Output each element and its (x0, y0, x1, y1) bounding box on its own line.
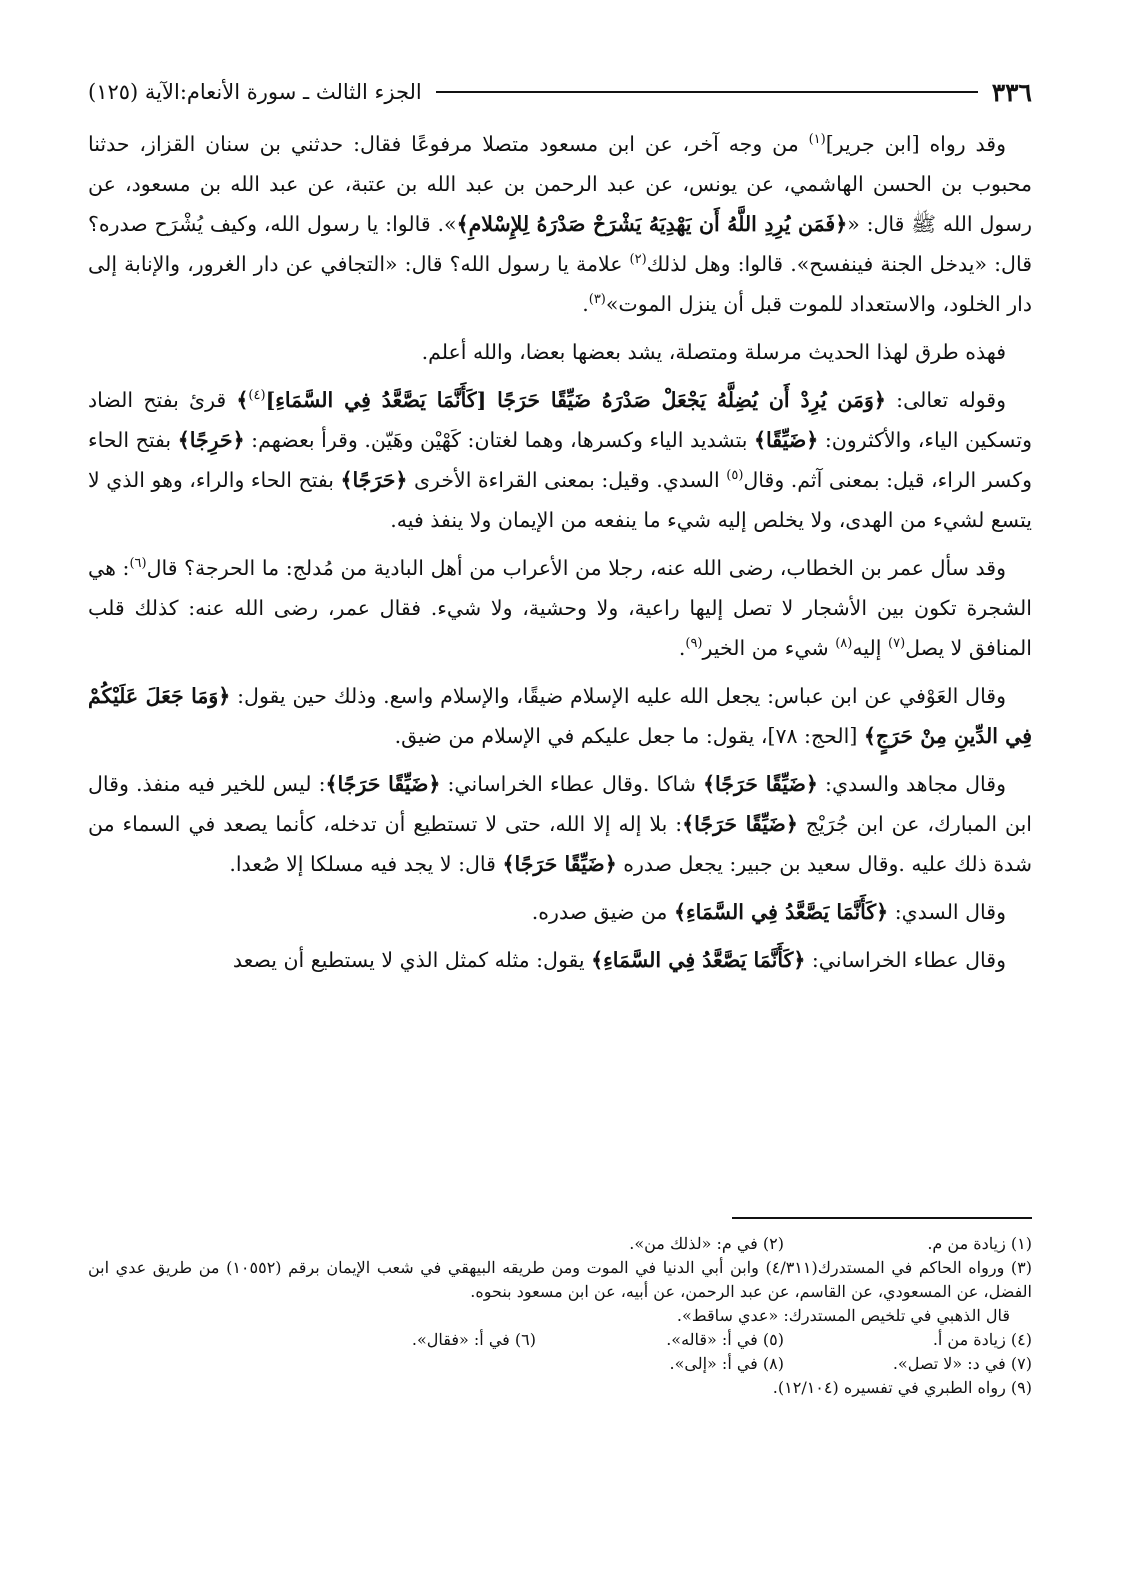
paragraph-1 (88, 124, 1032, 324)
footnotes (88, 1232, 1032, 1400)
footnote-2: (٢) في م: «لذلك من». (629, 1234, 784, 1253)
text-run: بفتح الحاء والراء، وهو الذي لا يتسع لشيء من الهدى، ولا يخلص إليه شيء ما ينفعه من الإيمان ولا ينفذ فيه. (88, 468, 1032, 532)
paragraph-3 (88, 380, 1032, 540)
text-run: يقول: مثله كمثل الذي لا يستطيع أن يصعد (232, 948, 592, 972)
quran-verse: ﴿وَمَن يُرِدْ أَن يُضِلَّهُ يَجْعَلْ صَدْرَهُ ضَيِّقًا حَرَجًا [كَأَنَّمَا يَصَّعَّدُ فِي السَّمَاءِ] (265, 388, 886, 412)
footnote-8: (٨) في أ: «إلى». (669, 1354, 784, 1373)
quran-verse-bracket: ﴾ (236, 388, 249, 412)
footnote-ref-2[interactable]: (٢) (629, 252, 647, 268)
footnote-3: (٣) ورواه الحاكم في المستدرك(٤/٣١١) وابن أبي الدنيا في الموت ومن طريقه البيهقي في شعب الإيمان برقم (١٠٥٥٢) من طريق عدي ابن الفضل، عن المسعودي، عن القاسم، عن عبد الرحمن، عن أبيه، عن ابن مسعود بنحوه. (88, 1258, 1033, 1301)
text-run: بتشديد الياء وكسرها، وهما لغتان: كَهْيْن وهَيّن. وقرأ بعضهم: (244, 428, 755, 452)
footnote-ref-3[interactable]: (٣) (588, 292, 606, 308)
quran-word: ﴿ضَيِّقًا﴾ (754, 428, 819, 452)
paragraph-7 (88, 892, 1032, 932)
text-run: من ضيق صدره. (531, 900, 674, 924)
text-run: : هي الشجرة تكون بين الأشجار لا تصل إليها راعية، ولا وحشية، ولا شيء. فقال عمر، رضى الله عنه: كذلك قلب المنافق لا يصل (88, 556, 1032, 660)
quran-verse: ﴿كَأَنَّمَا يَصَّعَّدُ فِي السَّمَاءِ﴾ (673, 900, 889, 924)
paragraph-2: فهذه طرق لهذا الحديث مرسلة ومتصلة، يشد بعضها بعضا، والله أعلم. (421, 340, 1006, 364)
quran-verse: ﴿وَمَا جَعَلَ عَلَيْكُمْ فِي الدِّينِ مِنْ حَرَجٍ﴾ (88, 684, 1032, 748)
text-run: من وجه آخر، عن ابن مسعود متصلا مرفوعًا فقال: حدثني بن سنان القزاز، حدثنا محبوب بن الحسن الهاشمي، عن يونس، عن عبد الرحمن بن عبد الله بن عتبة، عن عبد الله بن مسعود، عن رسول الله ﷺ قال: « (88, 132, 1033, 236)
page-header (88, 72, 1032, 112)
footnote-ref-4[interactable]: (٤) (248, 388, 266, 404)
footnote-7: (٧) في د: «لا تصل». (892, 1354, 1032, 1373)
footnote-5: (٥) في أ: «قاله». (666, 1330, 784, 1349)
quran-word: ﴿ضَيِّقًا حَرَجًا﴾ (682, 812, 798, 836)
paragraph-5 (88, 676, 1032, 756)
main-text (88, 124, 1032, 988)
text-run: وقد سأل عمر بن الخطاب، رضى الله عنه، رجلا من الأعراب من أهل البادية من مُدلج: ما الحرجة؟ قال (146, 556, 1006, 580)
paragraph-6 (88, 764, 1032, 884)
quran-word: ﴿ضَيِّقًا حَرَجًا﴾ (502, 852, 617, 876)
text-run: وقال عطاء الخراساني: (805, 948, 1006, 972)
footnote-6: (٦) في أ: «فقال». (411, 1330, 536, 1349)
quran-word: ﴿ضَيِّقًا حَرَجًا﴾ (325, 772, 441, 796)
footnote-row (88, 1232, 1032, 1256)
text-run: شاكا .وقال عطاء الخراساني: (440, 772, 704, 796)
text-run: بفتح الحاء وكسر الراء، قيل: بمعنى آثم. وقال (88, 428, 1032, 492)
text-run: وقوله تعالى: (885, 388, 1006, 412)
footnote-3-note: قال الذهبي في تلخيص المستدرك: «عدي ساقط». (676, 1306, 1010, 1325)
footnote-row (88, 1328, 1032, 1352)
quran-verse: ﴿فَمَن يُرِدِ اللَّهُ أَن يَهْدِيَهُ يَشْرَحْ صَدْرَهُ لِلإِسْلامِ﴾ (456, 212, 848, 236)
text-run: . (678, 636, 686, 660)
footnote-ref-9[interactable]: (٩) (685, 636, 703, 652)
text-run: . (582, 292, 589, 316)
footnote-ref-8[interactable]: (٨) (835, 636, 853, 652)
text-run: وقال مجاهد والسدي: (817, 772, 1007, 796)
footnote-4: (٤) زيادة من أ. (932, 1330, 1032, 1349)
footnote-ref-1[interactable]: (١) (808, 132, 826, 148)
footnote-1: (١) زيادة من م. (927, 1234, 1032, 1253)
footnote-row (88, 1352, 1032, 1376)
footnote-separator (732, 1217, 1032, 1219)
text-run: قرئ بفتح الضاد وتسكين الياء، والأكثرون: (88, 388, 1032, 452)
text-run: وقال العَوْفي عن ابن عباس: يجعل الله عليه الإسلام ضيقًا، والإسلام واسع. وذلك حين يقول: (230, 684, 1007, 708)
quran-verse: ﴿كَأَنَّمَا يَصَّعَّدُ فِي السَّمَاءِ﴾ (591, 948, 806, 972)
text-run: : ليس للخير فيه منفذ. وقال ابن المبارك، عن ابن جُرَيْج (88, 772, 1032, 836)
text-run: علامة يا رسول الله؟ قال: «التجافي عن دار الغرور، والإنابة إلى دار الخلود، والاستعداد للموت قبل أن ينزل الموت» (88, 252, 1032, 316)
quran-word: ﴿حَرَجًا﴾ (340, 468, 408, 492)
footnote-9: (٩) رواه الطبري في تفسيره (١٢/١٠٤). (772, 1378, 1032, 1397)
text-run: وقال السدي: (888, 900, 1006, 924)
text-run: قال: لا يجد فيه مسلكا إلا صُعدا. (229, 852, 503, 876)
quran-word: ﴿ضَيِّقًا حَرَجًا﴾ (703, 772, 818, 796)
text-run: شيء من الخير (702, 636, 836, 660)
text-run: : بلا إله إلا الله، حتى لا تستطيع أن تدخله، كأنما يصعد في السماء من شدة ذلك عليه .وقال سعيد بن جبير: يجعل صدره (88, 812, 1032, 876)
footnote-ref-7[interactable]: (٧) (888, 636, 906, 652)
running-title: الجزء الثالث ـ سورة الأنعام:الآية (١٢٥) (88, 80, 422, 104)
footnote-ref-6[interactable]: (٦) (129, 556, 147, 572)
page-number: ٣٣٦ (991, 77, 1032, 107)
text-run: [الحج: ٧٨]، يقول: ما جعل عليكم في الإسلام من ضيق. (394, 724, 864, 748)
text-run: ». قالوا: يا رسول الله، وكيف يُشْرَح صدره؟ قال: «يدخل الجنة فينفسح». قالوا: وهل لذلك (88, 212, 1032, 276)
text-run: وقد رواه [ابن جرير] (825, 132, 1006, 156)
text-run: السدي. وقيل: بمعنى القراءة الأخرى (407, 468, 727, 492)
footnote-ref-5[interactable]: (٥) (726, 468, 744, 484)
paragraph-4 (88, 548, 1032, 668)
paragraph-8 (88, 940, 1032, 980)
header-rule (436, 91, 978, 93)
text-run: إليه (852, 636, 888, 660)
quran-word: ﴿حَرِجًا﴾ (177, 428, 245, 452)
